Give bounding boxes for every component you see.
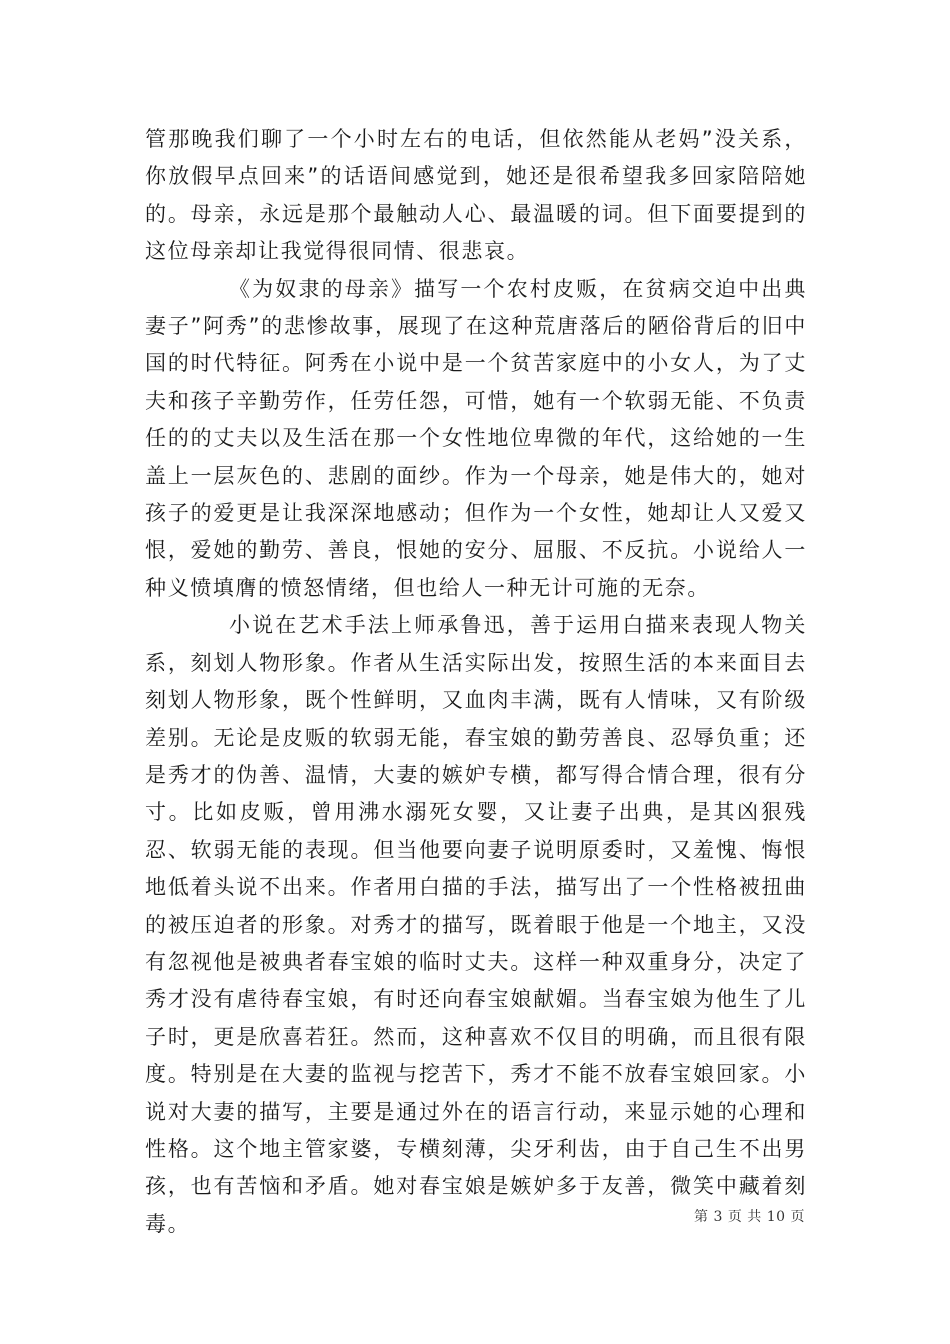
document-body [145, 121, 807, 1243]
page-number-footer: 第 3 页 共 10 页 [694, 1209, 805, 1225]
paragraph-2: 《为奴隶的母亲》描写一个农村皮贩，在贫病交迫中出典妻子”阿秀”的悲惨故事，展现了在这种荒唐落后的陋俗背后的旧中国的时代特征。阿秀在小说中是一个贫苦家庭中的小女人，为了丈夫和孩子辛勤劳作，任劳任怨，可惜，她有一个软弱无能、不负责任的的丈夫以及生活在那一个女性地位卑微的年代，这给她的一生盖上一层灰色的、悲剧的面纱。作为一个母亲，她是伟大的，她对孩子的爱更是让我深深地感动；但作为一个女性，她却让人又爱又恨，爱她的勤劳、善良，恨她的安分、屈服、不反抗。小说给人一种义愤填膺的愤怒情绪，但也给人一种无计可施的无奈。 [145, 276, 807, 600]
paragraph-1: 管那晚我们聊了一个小时左右的电话，但依然能从老妈”没关系，你放假早点回来”的话语间感觉到，她还是很希望我多回家陪陪她的。母亲，永远是那个最触动人心、最温暖的词。但下面要提到的这位母亲却让我觉得很同情、很悲哀。 [145, 127, 807, 264]
paragraph-3: 小说在艺术手法上师承鲁迅，善于运用白描来表现人物关系，刻划人物形象。作者从生活实际出发，按照生活的本来面目去刻划人物形象，既个性鲜明，又血肉丰满，既有人情味，又有阶级差别。无论是皮贩的软弱无能，春宝娘的勤劳善良、忍辱负重；还是秀才的伪善、温情，大妻的嫉妒专横，都写得合情合理，很有分寸。比如皮贩，曾用沸水溺死女婴，又让妻子出典，是其凶狠残忍、软弱无能的表现。但当他要向妻子说明原委时，又羞愧、悔恨地低着头说不出来。作者用白描的手法，描写出了一个性格被扭曲的被压迫者的形象。对秀才的描写，既着眼于他是一个地主，又没有忽视他是被典者春宝娘的临时丈夫。这样一种双重身分，决定了秀才没有虐待春宝娘，有时还向春宝娘献媚。当春宝娘为他生了儿子时，更是欣喜若狂。然而，这种喜欢不仅目的明确，而且很有限度。特别是在大妻的监视与挖苦下，秀才不能不放春宝娘回家。小说对大妻的描写，主要是通过外在的语言行动，来显示她的心理和性格。这个地主管家婆，专横刻薄，尖牙利齿，由于自己生不出男孩，也有苦恼和矛盾。她对春宝娘是嫉妒多于友善，微笑中藏着刻毒。 [145, 613, 807, 1236]
